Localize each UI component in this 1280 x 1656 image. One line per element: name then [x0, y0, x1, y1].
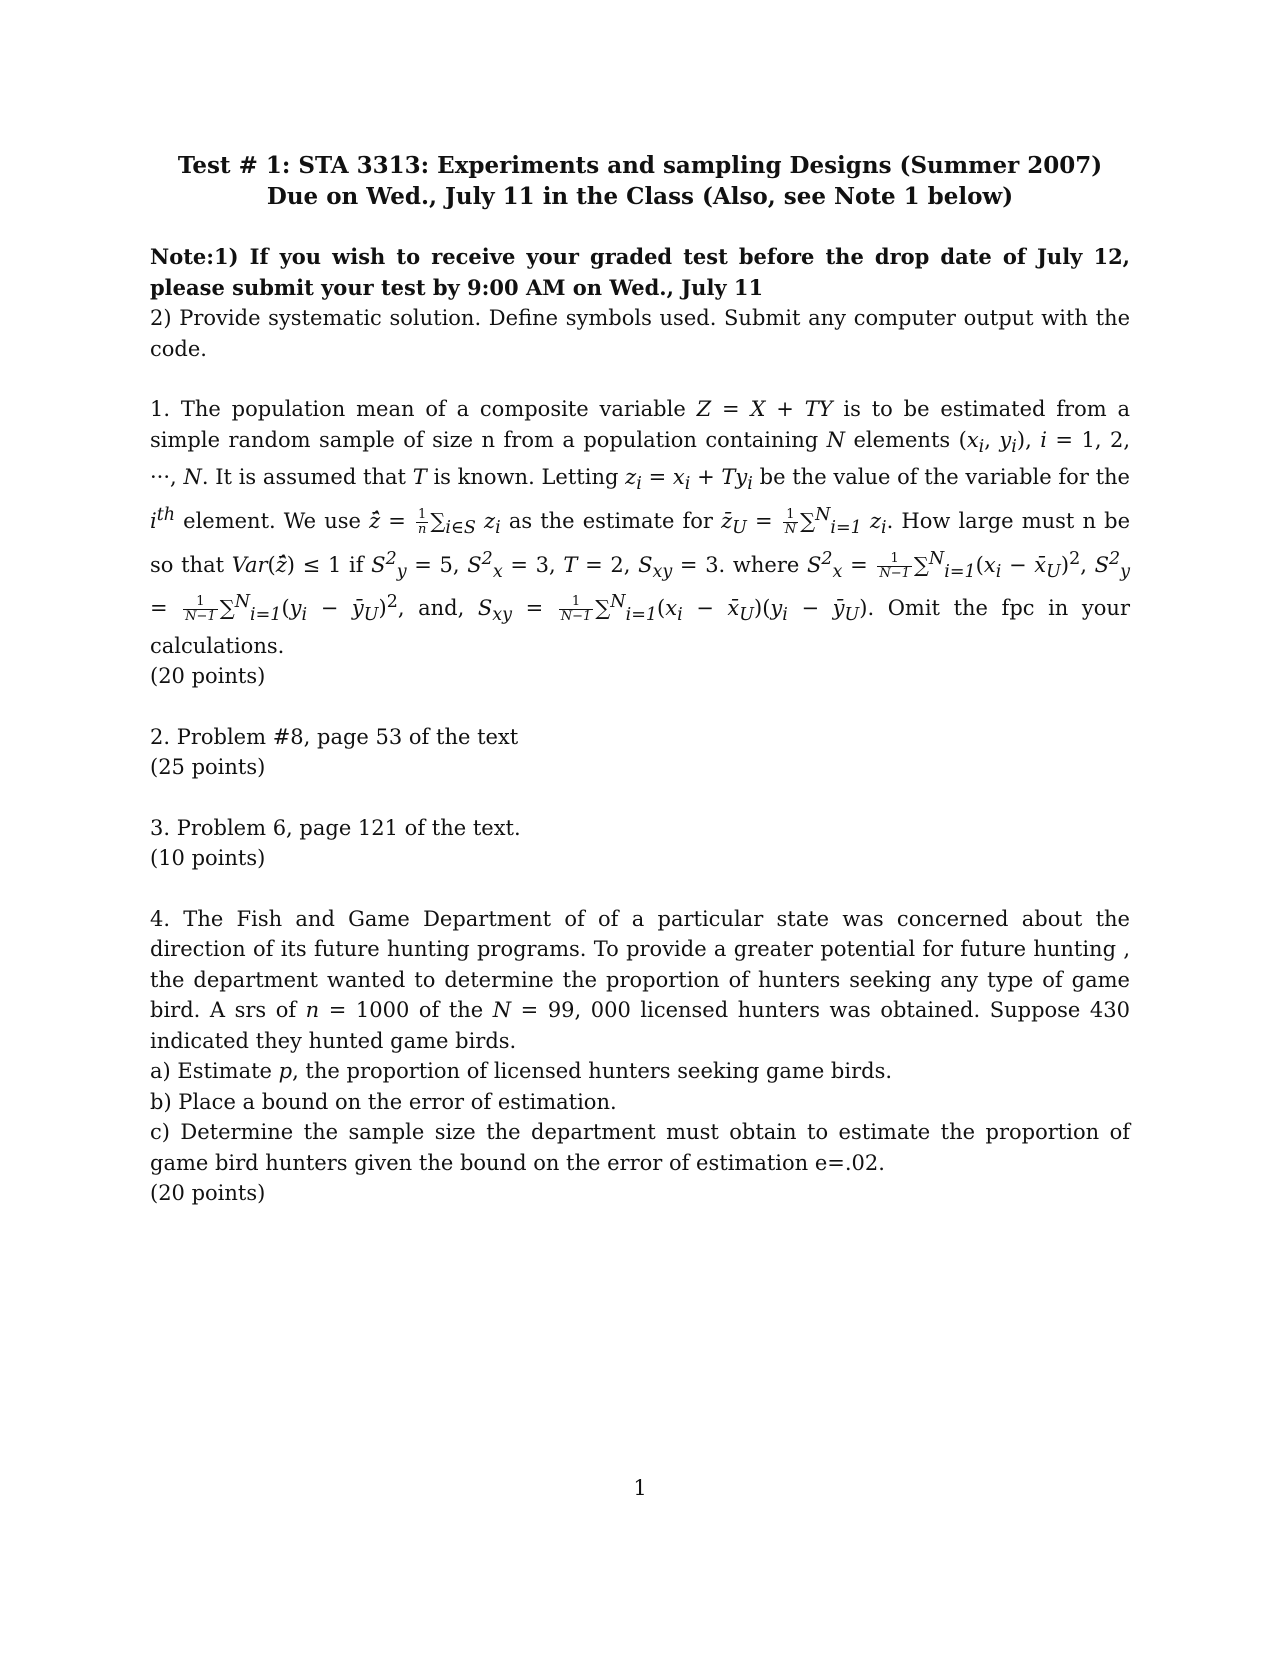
problem-4c: c) Determine the sample size the department must obtain to estimate the proportion of game bird hunters given the bound on the error of estimation e=.02.	[150, 1120, 1130, 1175]
problem-4a: a) Estimate p, the proportion of licensed hunters seeking game birds.	[150, 1059, 893, 1084]
document-page	[150, 150, 1130, 1209]
problem-2: 2. Problem #8, page 53 of the text	[150, 724, 519, 749]
title-line-1: Test # 1: STA 3313: Experiments and sampling Designs (Summer 2007)	[177, 152, 1103, 179]
title-line-2: Due on Wed., July 11 in the Class (Also, see Note 1 below)	[266, 183, 1014, 210]
problem-4-points: (20 points)	[150, 1181, 266, 1206]
problem-2-points: (25 points)	[150, 755, 266, 780]
problem-4b: b) Place a bound on the error of estimation.	[150, 1089, 617, 1114]
page-number: 1	[633, 1476, 647, 1500]
problem-1-points: (20 points)	[150, 664, 266, 689]
test-title	[150, 150, 1130, 212]
problem-3-points: (10 points)	[150, 846, 266, 871]
note-2: 2) Provide systematic solution. Define symbols used. Submit any computer output with the code.	[150, 306, 1130, 361]
problem-3: 3. Problem 6, page 121 of the text.	[150, 815, 521, 840]
note-1: Note:1) If you wish to receive your graded test before the drop date of July 12, please submit your test by 9:00 AM on Wed., July 11	[150, 244, 1130, 300]
problem-4: 4. The Fish and Game Department of of a particular state was concerned about the direction of its future hunting programs. To provide a greater potential for future hunting , the department wanted to determine the proportion of hunters seeking any type of game bird. A srs of n = 1000 of the N = 99, 000 licensed hunters was obtained. Suppose 430 indicated they hunted game birds.	[150, 906, 1130, 1053]
problem-1: 1. The population mean of a composite variable Z = X + TY is to be estimated from a simple random sample of size n from a population containing N elements ($x_i$, $y_i$), i = 1, 2, ···, N. It is assumed that T is known. Letting $z_i = x_i + Ty_i$ be the value of the variable for the $i^{th}$ element. We use ẑ̄ = $\frac{1}{n}$ $\sum_{i\in S}$ $z_i$ as the estimate for $z̄_U$ = $\frac{1}{N}$ ∑$^N_{i=1}$ $z_i$. How large must n be so that Var(ẑ̄) ≤ 1 if $S^2_y = 5$, $S^2_x = 3$, T = 2, $S_{xy} = 3$. where $S^2_x$ = $\frac{1}{N-1}$ $\sum^N_{i=1}(x_i$ − $x̄_U)^2$, $S^2_y$ = $\frac{1}{N-1}$ $\sum^N_{i=1}(y_i$ − $ȳ_U)^2$, and, $S_{xy}$ = $\frac{1}{N-1}$ $\sum^N_{i=1}(x_i$ − $x̄_U)(y_i$ − $ȳ_U$). Omit the fpc in your calculations.	[150, 397, 1130, 658]
